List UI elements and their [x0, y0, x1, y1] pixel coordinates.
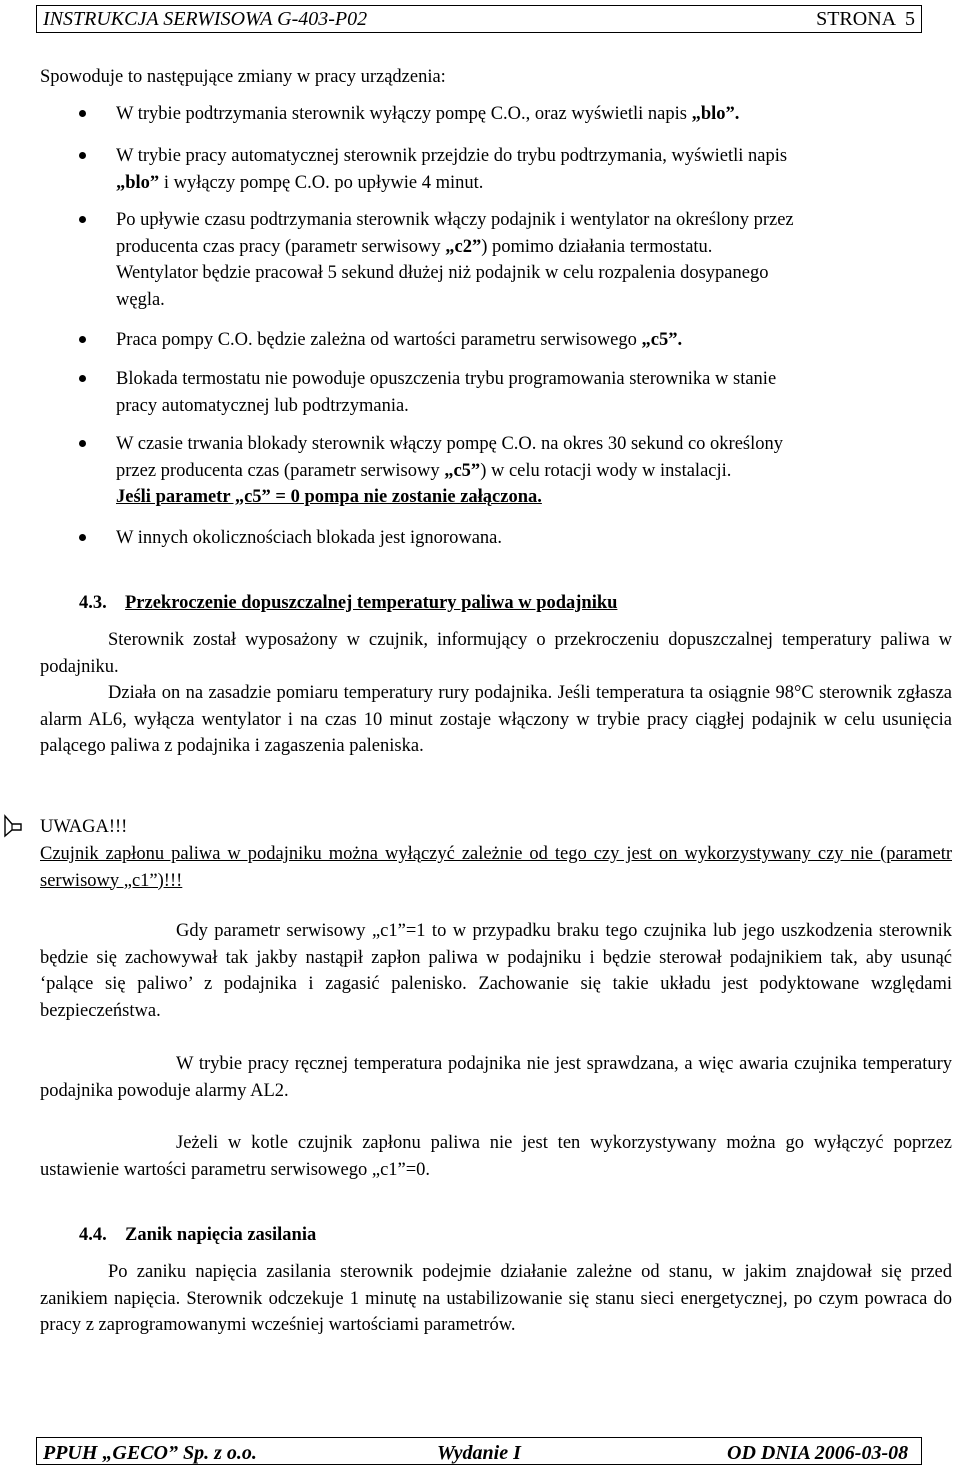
- list-item: Praca pompy C.O. będzie zależna od wartości parametru serwisowego „c5”.: [116, 327, 956, 354]
- header-page-number: STRONA 5: [816, 7, 915, 30]
- footer-company: PPUH „GECO” Sp. z o.o.: [43, 1442, 257, 1464]
- pointing-hand-icon: [2, 812, 24, 838]
- intro-text: Spowoduje to następujące zmiany w pracy urządzenia:: [40, 67, 446, 87]
- section-4-4-paragraph-1: Po zaniku napięcia zasilania sterownik podejmie działanie zależne od stanu, w jakim znajdował się przed zanikiem napięcia. Sterownik odczekuje 1 minutę na ustabilizowanie się stanu sieci energetycznej, po czym powraca do pracy z zaprogramowanymi wcześniej wartościami parametrów.: [40, 1262, 952, 1335]
- list-item: W trybie pracy automatycznej sterownik przejdzie do trybu podtrzymania, wyświetli napis „blo” i wyłączy pompę C.O. po upływie 4 minut.: [116, 143, 956, 196]
- footer-date: OD DNIA 2006-03-08: [727, 1442, 909, 1464]
- list-item: W innych okolicznościach blokada jest ignorowana.: [116, 525, 956, 552]
- uwaga-paragraph-1: Gdy parametr serwisowy „c1”=1 to w przypadku braku tego czujnika lub jego uszkodzenia sterownik będzie się zachowywał tak jakby nastąpił zapłon paliwa w podajniku i będzie sterował podajnikiem tak, aby usunąć ‘palące się paliwo’ z podajnika i zagasić palenisko. Zachowanie się takie układu jest podyktowane względami bezpieczeństwa.: [40, 921, 952, 1021]
- page-header: [36, 5, 922, 33]
- list-item: W czasie trwania blokady sterownik włączy pompę C.O. na okres 30 sekund co określony przez producenta czas (parametr serwisowy „c5”) w celu rotacji wody w instalacji. Jeśli parametr „c5” = 0 pompa nie zostanie załączona.: [116, 431, 956, 511]
- section-4-3-paragraph-2: Działa on na zasadzie pomiaru temperatury rury podajnika. Jeśli temperatura ta osiągnie 98°C sterownik zgłasza alarm AL6, wyłącza wentylator i na czas 10 minut zostaje włączony w trybie pracy ciągłej podajnik w celu usunięcia palącego paliwa z podajnika i zagaszenia paleniska.: [40, 683, 952, 756]
- list-item: Blokada termostatu nie powoduje opuszczenia trybu programowania sterownika w stanie pracy automatycznej lub podtrzymania.: [116, 366, 956, 419]
- list-item: W trybie podtrzymania sterownik wyłączy pompę C.O., oraz wyświetli napis „blo”.: [116, 101, 956, 128]
- warning-note: Jeśli parametr „c5” = 0 pompa nie zostanie załączona.: [116, 487, 542, 507]
- footer-edition: Wydanie I: [437, 1442, 521, 1464]
- section-heading-4-4: 4.4. Zanik napięcia zasilania: [79, 1225, 317, 1245]
- uwaga-paragraph-2: W trybie pracy ręcznej temperatura podajnika nie jest sprawdzana, a więc awaria czujnika temperatury podajnika powoduje alarmy AL2.: [40, 1054, 952, 1101]
- section-heading-4-3: 4.3. Przekroczenie dopuszczalnej temperatury paliwa w podajniku: [79, 593, 618, 613]
- uwaga-label: UWAGA!!!: [40, 817, 128, 837]
- header-title: INSTRUKCJA SERWISOWA G-403-P02: [43, 7, 368, 30]
- uwaga-paragraph-3: Jeżeli w kotle czujnik zapłonu paliwa nie jest ten wykorzystywany można go wyłączyć poprzez ustawienie wartości parametru serwisowego „c1”=0.: [40, 1133, 952, 1180]
- uwaga-note: Czujnik zapłonu paliwa w podajniku można wyłączyć zależnie od tego czy jest on wykorzystywany czy nie (parametr serwisowy „c1”)!!!: [40, 844, 952, 891]
- page-footer: [36, 1437, 922, 1465]
- list-item: Po upływie czasu podtrzymania sterownik włączy podajnik i wentylator na określony przez producenta czas pracy (parametr serwisowy „c2”) pomimo działania termostatu. Wentylator będzie pracował 5 sekund dłużej niż podajnik w celu rozpalenia dosypanego węgla.: [116, 207, 956, 313]
- section-4-3-paragraph-1: Sterownik został wyposażony w czujnik, informujący o przekroczeniu dopuszczalnej temperatury paliwa w podajniku.: [40, 630, 952, 677]
